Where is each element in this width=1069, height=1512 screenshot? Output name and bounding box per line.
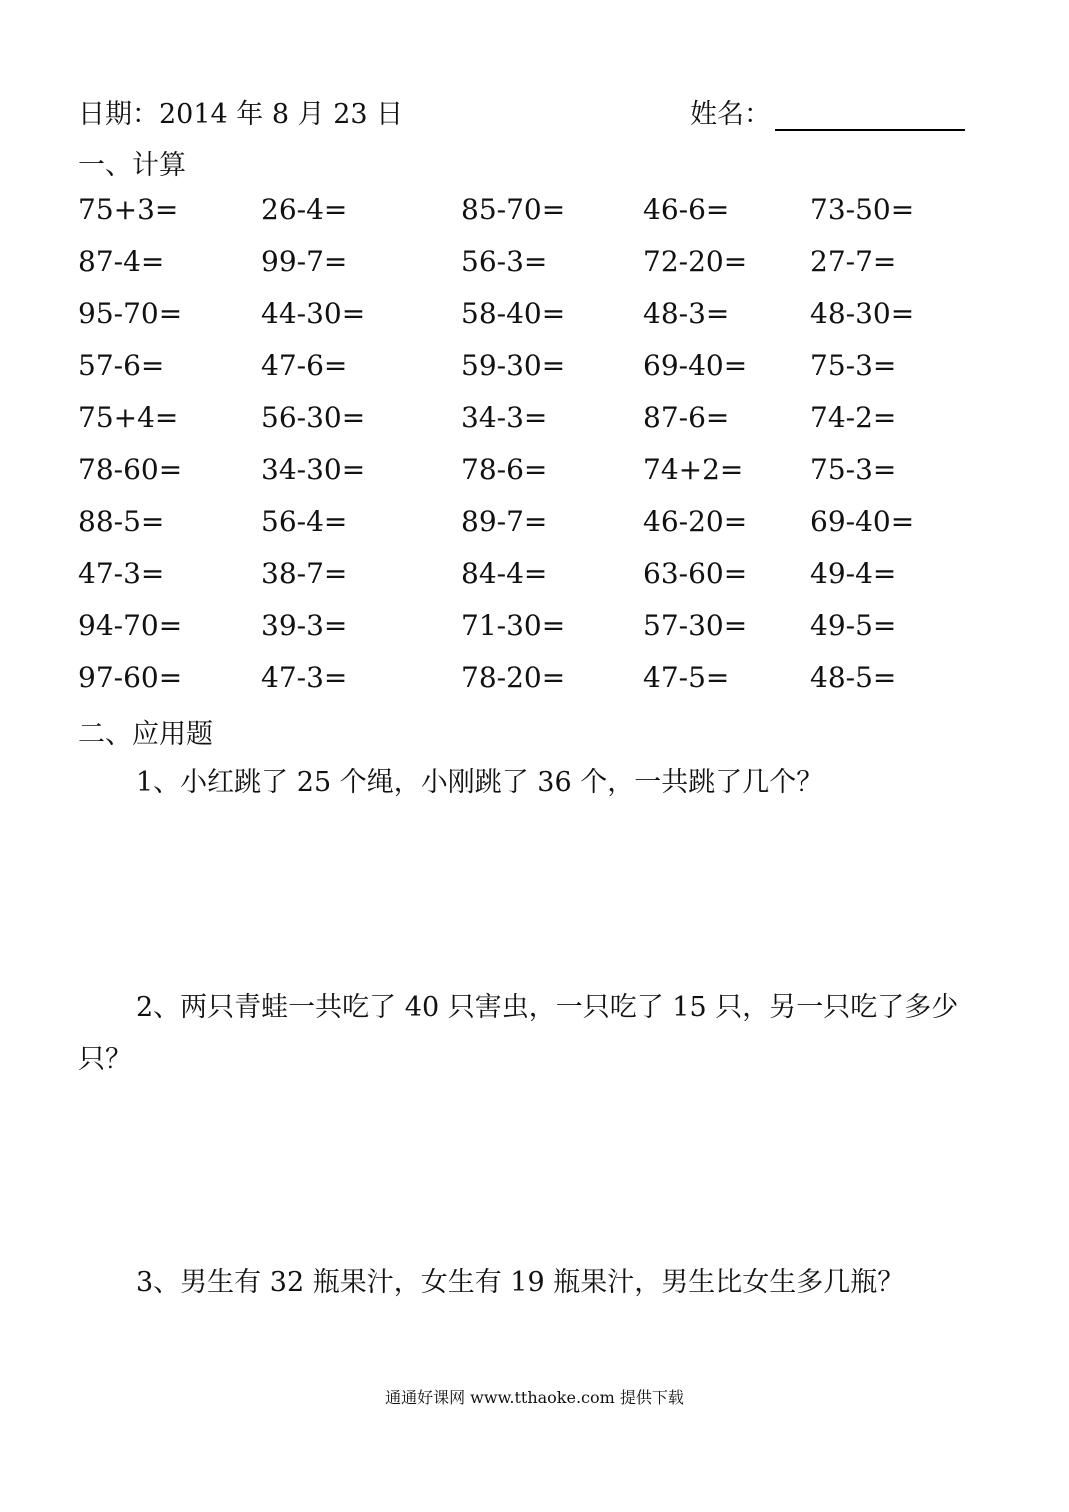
calc-problem: 59-30= [461,349,566,382]
calc-problem: 34-3= [461,401,548,434]
word-problem-2-continued: 只？ [78,1044,132,1075]
calc-problem: 46-6= [643,193,730,226]
calc-problem: 27-7= [810,245,897,278]
calc-problem: 71-30= [461,609,566,642]
calc-problem: 95-70= [78,297,183,330]
calc-problem: 74+2= [643,453,744,486]
calc-problem: 48-30= [810,297,915,330]
calc-problem: 87-4= [78,245,165,278]
calc-problem: 47-6= [261,349,348,382]
calc-problem: 94-70= [78,609,183,642]
calc-problem: 75-3= [810,453,897,486]
calc-problem: 47-3= [261,661,348,694]
calc-problem: 69-40= [810,505,915,538]
calc-problem: 69-40= [643,349,748,382]
calc-problem: 97-60= [78,661,183,694]
calc-problem: 73-50= [810,193,915,226]
calc-problem: 57-6= [78,349,165,382]
calc-problem: 99-7= [261,245,348,278]
calc-problem: 38-7= [261,557,348,590]
calc-problem: 72-20= [643,245,748,278]
calc-problem: 58-40= [461,297,566,330]
calc-problem: 48-3= [643,297,730,330]
name-blank-line[interactable] [775,101,965,131]
date-text: 日期：2014 年 8 月 23 日 [78,99,404,130]
calc-problem: 39-3= [261,609,348,642]
calc-problem: 78-6= [461,453,548,486]
section-calculation-title: 一、计算 [78,150,186,181]
calc-problem: 56-3= [461,245,548,278]
calc-problem: 56-4= [261,505,348,538]
calc-problem: 47-5= [643,661,730,694]
calc-problem: 75+4= [78,401,179,434]
header [78,92,978,132]
calc-problem: 75+3= [78,193,179,226]
calc-problem: 48-5= [810,661,897,694]
word-problem-3: 3、男生有 32 瓶果汁，女生有 19 瓶果汁，男生比女生多几瓶？ [136,1267,905,1298]
name-field [690,92,965,131]
calc-problem: 49-4= [810,557,897,590]
calc-problem: 47-3= [78,557,165,590]
word-problem-1: 1、小红跳了 25 个绳，小刚跳了 36 个，一共跳了几个？ [136,767,824,798]
calc-problem: 56-30= [261,401,366,434]
calc-problem: 46-20= [643,505,748,538]
word-problem-2: 2、两只青蛙一共吃了 40 只害虫，一只吃了 15 只，另一只吃了多少 [136,992,959,1023]
calc-problem: 44-30= [261,297,366,330]
calc-problem: 87-6= [643,401,730,434]
calc-problem: 49-5= [810,609,897,642]
footer-source: 通通好课网 www.tthaoke.com 提供下载 [385,1388,684,1407]
calc-problem: 78-60= [78,453,183,486]
section-word-problems-title: 二、应用题 [78,719,213,750]
calc-problem: 75-3= [810,349,897,382]
calc-problem: 88-5= [78,505,165,538]
calc-problem: 74-2= [810,401,897,434]
calc-problem: 57-30= [643,609,748,642]
calc-problem: 85-70= [461,193,566,226]
calc-problem: 89-7= [461,505,548,538]
name-label: 姓名： [690,99,771,130]
calc-problem: 34-30= [261,453,366,486]
calc-problem: 84-4= [461,557,548,590]
calc-problem: 78-20= [461,661,566,694]
calc-problem: 26-4= [261,193,348,226]
calc-problem: 63-60= [643,557,748,590]
